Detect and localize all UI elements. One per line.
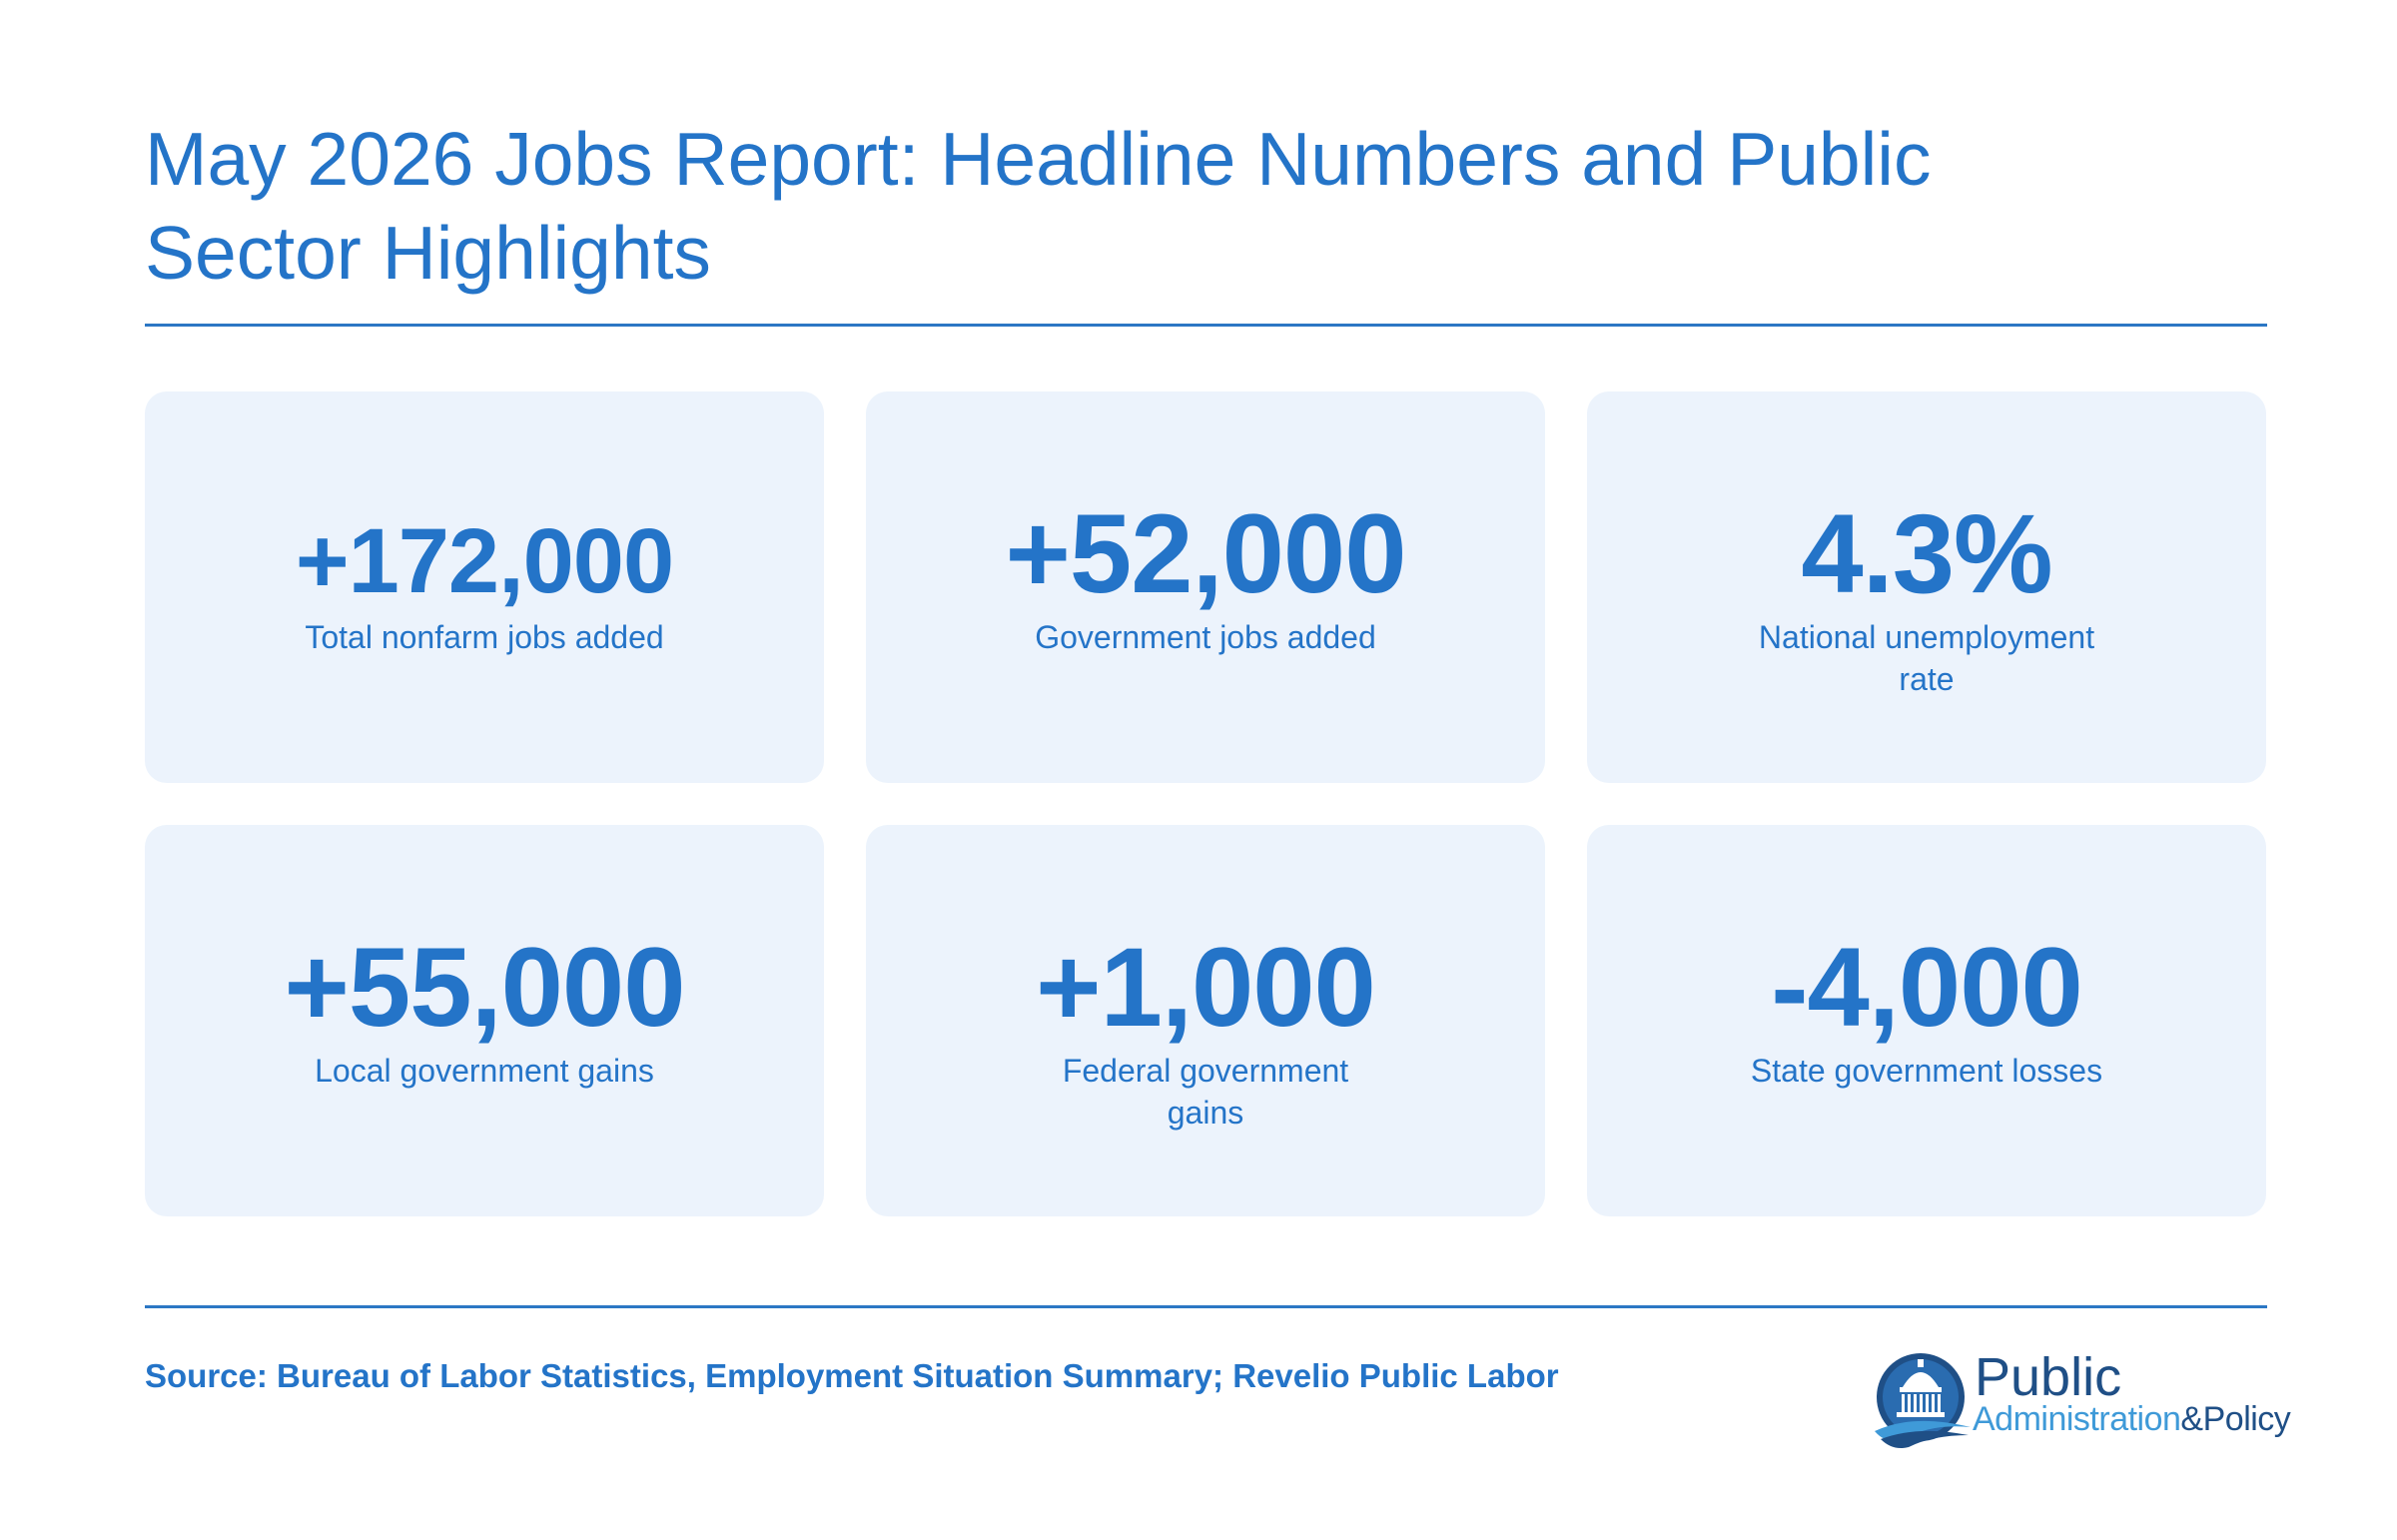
stat-label: State government losses (1750, 1053, 2103, 1089)
stat-card-total-nonfarm (145, 391, 824, 783)
stat-card-government-jobs (866, 391, 1545, 783)
logo-wordmark-ampersand: & (2180, 1400, 2203, 1438)
bottom-divider (145, 1305, 2267, 1308)
top-divider (145, 324, 2267, 327)
stat-card-local-government (145, 825, 824, 1216)
stat-label: Federal government gains (1062, 1053, 1349, 1131)
stat-label: Government jobs added (1035, 619, 1376, 655)
publisher-logo (1873, 1343, 2291, 1453)
stat-label: Total nonfarm jobs added (305, 619, 664, 655)
stat-card-state-government (1587, 825, 2266, 1216)
logo-wordmark-policy: Policy (2202, 1400, 2291, 1438)
stat-value: -4,000 (1771, 925, 2082, 1050)
page-title: May 2026 Jobs Report: Headline Numbers and Public Sector Highlights (145, 117, 1932, 295)
stat-value: 4.3% (1801, 491, 2052, 616)
stat-card-federal-government (866, 825, 1545, 1216)
stat-value: +1,000 (1036, 925, 1375, 1050)
capitol-dome-icon (1873, 1343, 1973, 1453)
stat-value: +172,000 (295, 510, 674, 612)
stat-value: +55,000 (284, 925, 685, 1050)
stat-value: +52,000 (1005, 491, 1406, 616)
logo-wordmark-public: Public (1975, 1347, 2122, 1407)
stat-card-unemployment-rate (1587, 391, 2266, 783)
stat-label: National unemployment rate (1758, 619, 2095, 697)
source-note: Source: Bureau of Labor Statistics, Employment Situation Summary; Revelio Public Labor (145, 1357, 1559, 1394)
stats-grid (145, 391, 2267, 1216)
logo-wordmark-administration: Administration (1973, 1400, 2181, 1438)
logo-wordmark-subtitle (1973, 1397, 2290, 1441)
stat-label: Local government gains (315, 1053, 654, 1089)
